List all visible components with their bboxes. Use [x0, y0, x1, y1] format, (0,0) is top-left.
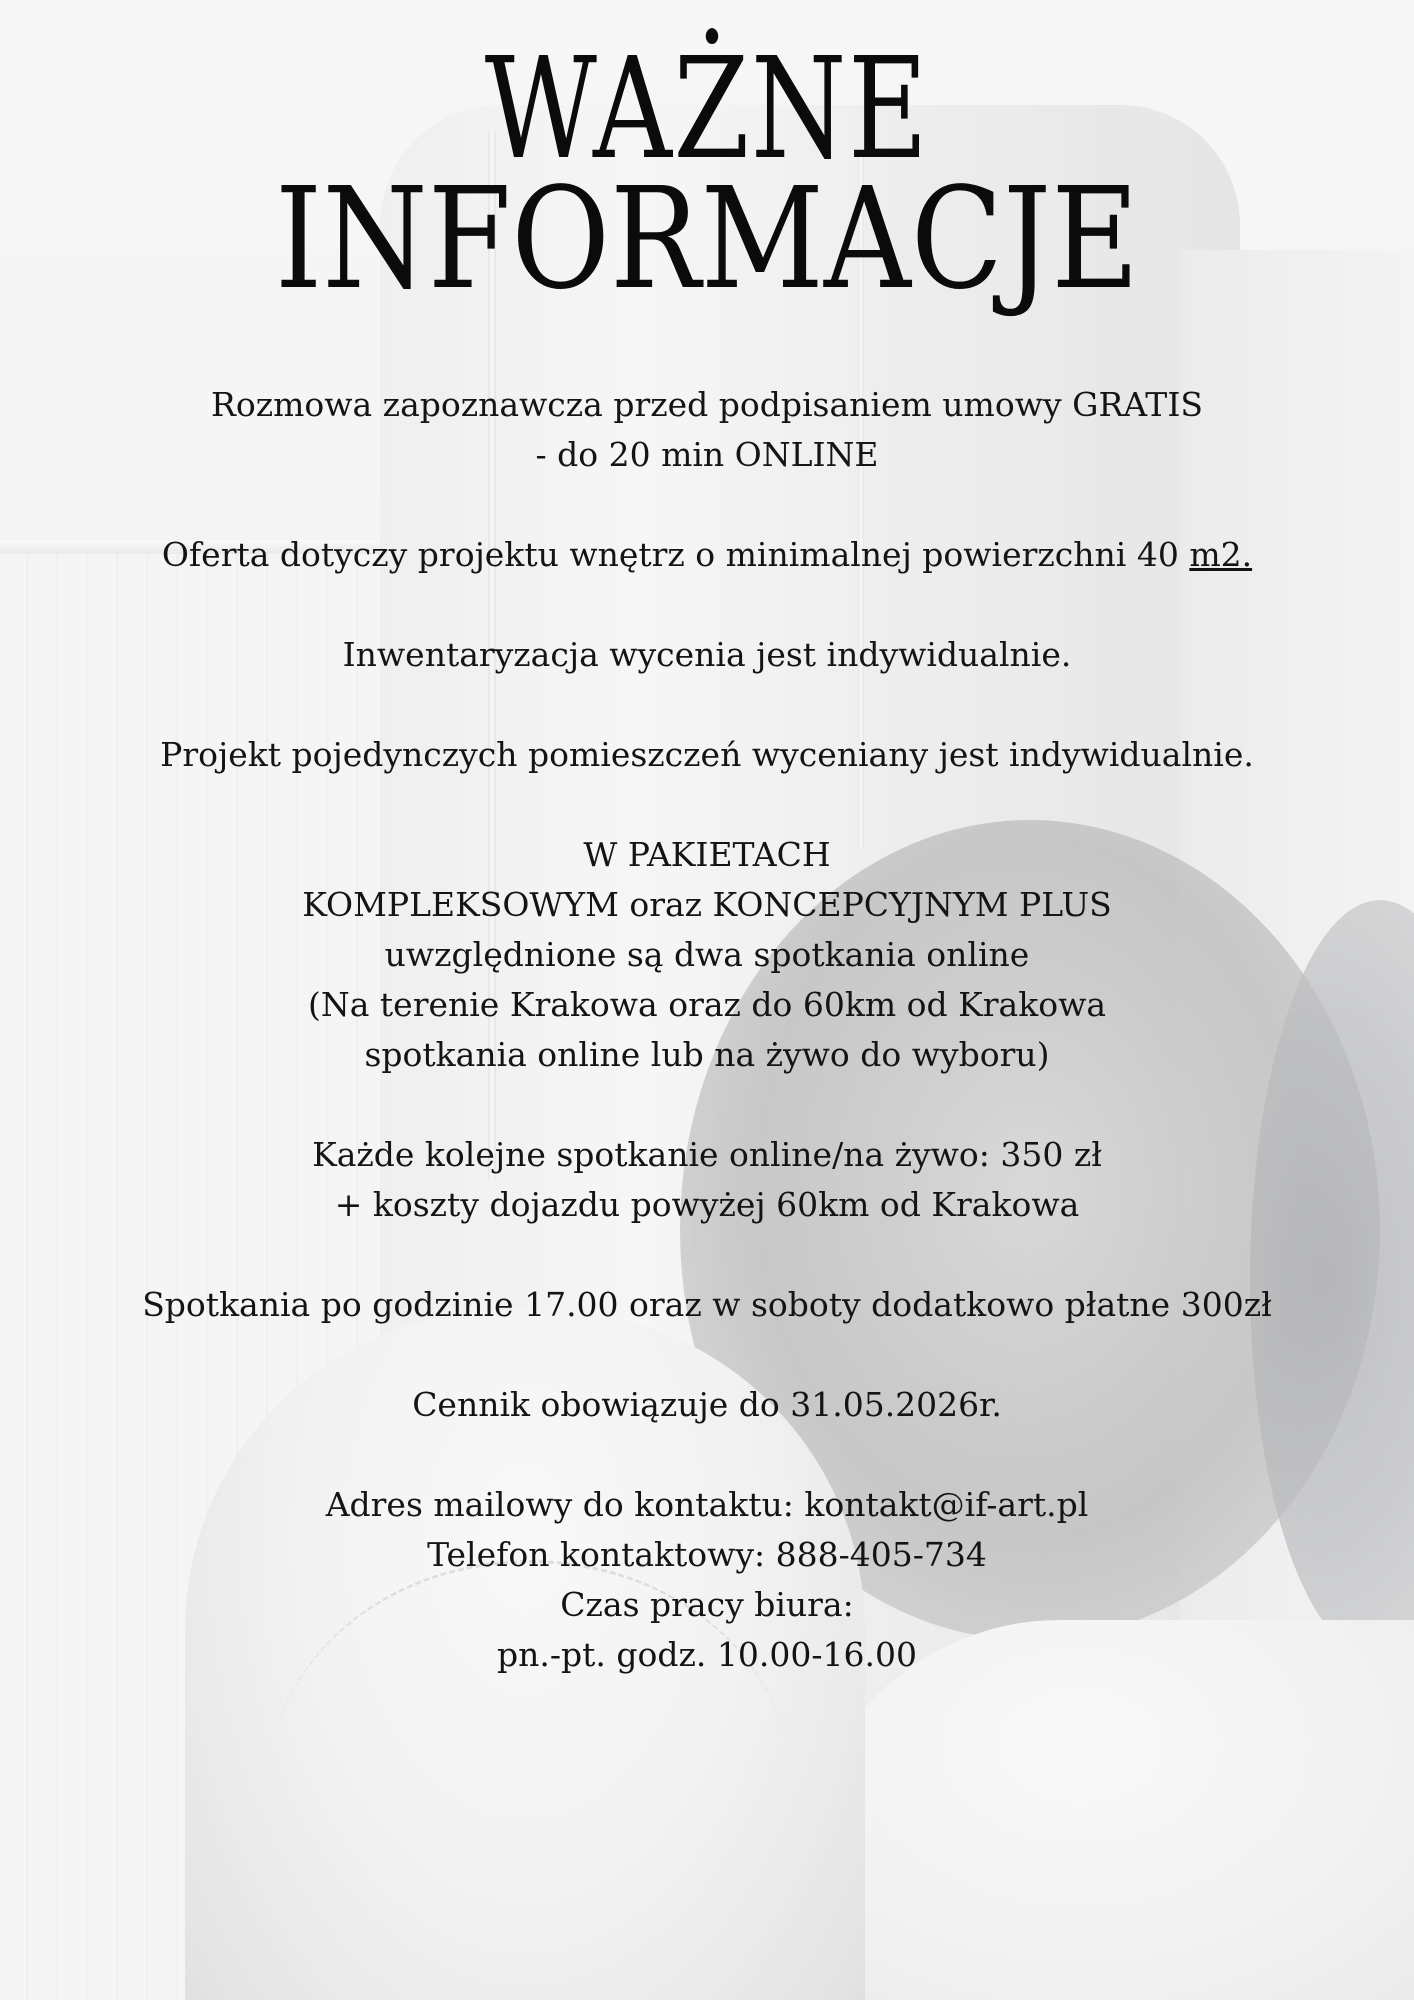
offer-unit: m2. — [1189, 535, 1253, 574]
consultation-line-1: Rozmowa zapoznawcza przed podpisaniem umowy GRATIS — [211, 385, 1203, 424]
packages-line-4: (Na terenie Krakowa oraz do 60km od Krakowa — [307, 985, 1107, 1024]
packages-line-1: W PAKIETACH — [583, 835, 831, 874]
title-line-2: INFORMACJE — [274, 158, 1140, 321]
contact-paragraph — [0, 1480, 1414, 1680]
price-validity-paragraph: Cennik obowiązuje do 31.05.2026r. — [412, 1385, 1002, 1424]
offer-text: Oferta dotyczy projektu wnętrz o minimalnej powierzchni 40 — [161, 535, 1190, 574]
packages-line-2: KOMPLEKSOWYM oraz KONCEPCYJNYM PLUS — [302, 885, 1112, 924]
after-hours-paragraph: Spotkania po godzinie 17.00 oraz w soboty dodatkowo płatne 300zł — [142, 1285, 1272, 1324]
packages-line-3: uwzględnione są dwa spotkania online — [384, 935, 1030, 974]
single-rooms-paragraph: Projekt pojedynczych pomieszczeń wyceniany jest indywidualnie. — [160, 735, 1254, 774]
info-section — [0, 380, 1414, 1680]
contact-email-line: Adres mailowy do kontaktu: kontakt@if-art.pl — [325, 1485, 1089, 1524]
office-hours-value: pn.-pt. godz. 10.00-16.00 — [497, 1635, 917, 1674]
extra-meeting-paragraph — [0, 1130, 1414, 1230]
extra-meeting-line-2: + koszty dojazdu powyżej 60km od Krakowa — [334, 1185, 1080, 1224]
contact-phone-line: Telefon kontaktowy: 888-405-734 — [427, 1535, 987, 1574]
packages-paragraph — [0, 830, 1414, 1080]
offer-paragraph — [0, 530, 1414, 580]
consultation-paragraph — [0, 380, 1414, 480]
title-line-1: WAŻNE — [484, 28, 930, 191]
inventory-paragraph: Inwentaryzacja wycenia jest indywidualnie. — [342, 635, 1072, 674]
extra-meeting-line-1: Każde kolejne spotkanie online/na żywo: 350 zł — [312, 1135, 1102, 1174]
packages-line-5: spotkania online lub na żywo do wyboru) — [364, 1035, 1050, 1074]
office-hours-label: Czas pracy biura: — [560, 1585, 854, 1624]
consultation-line-2: - do 20 min ONLINE — [535, 435, 879, 474]
